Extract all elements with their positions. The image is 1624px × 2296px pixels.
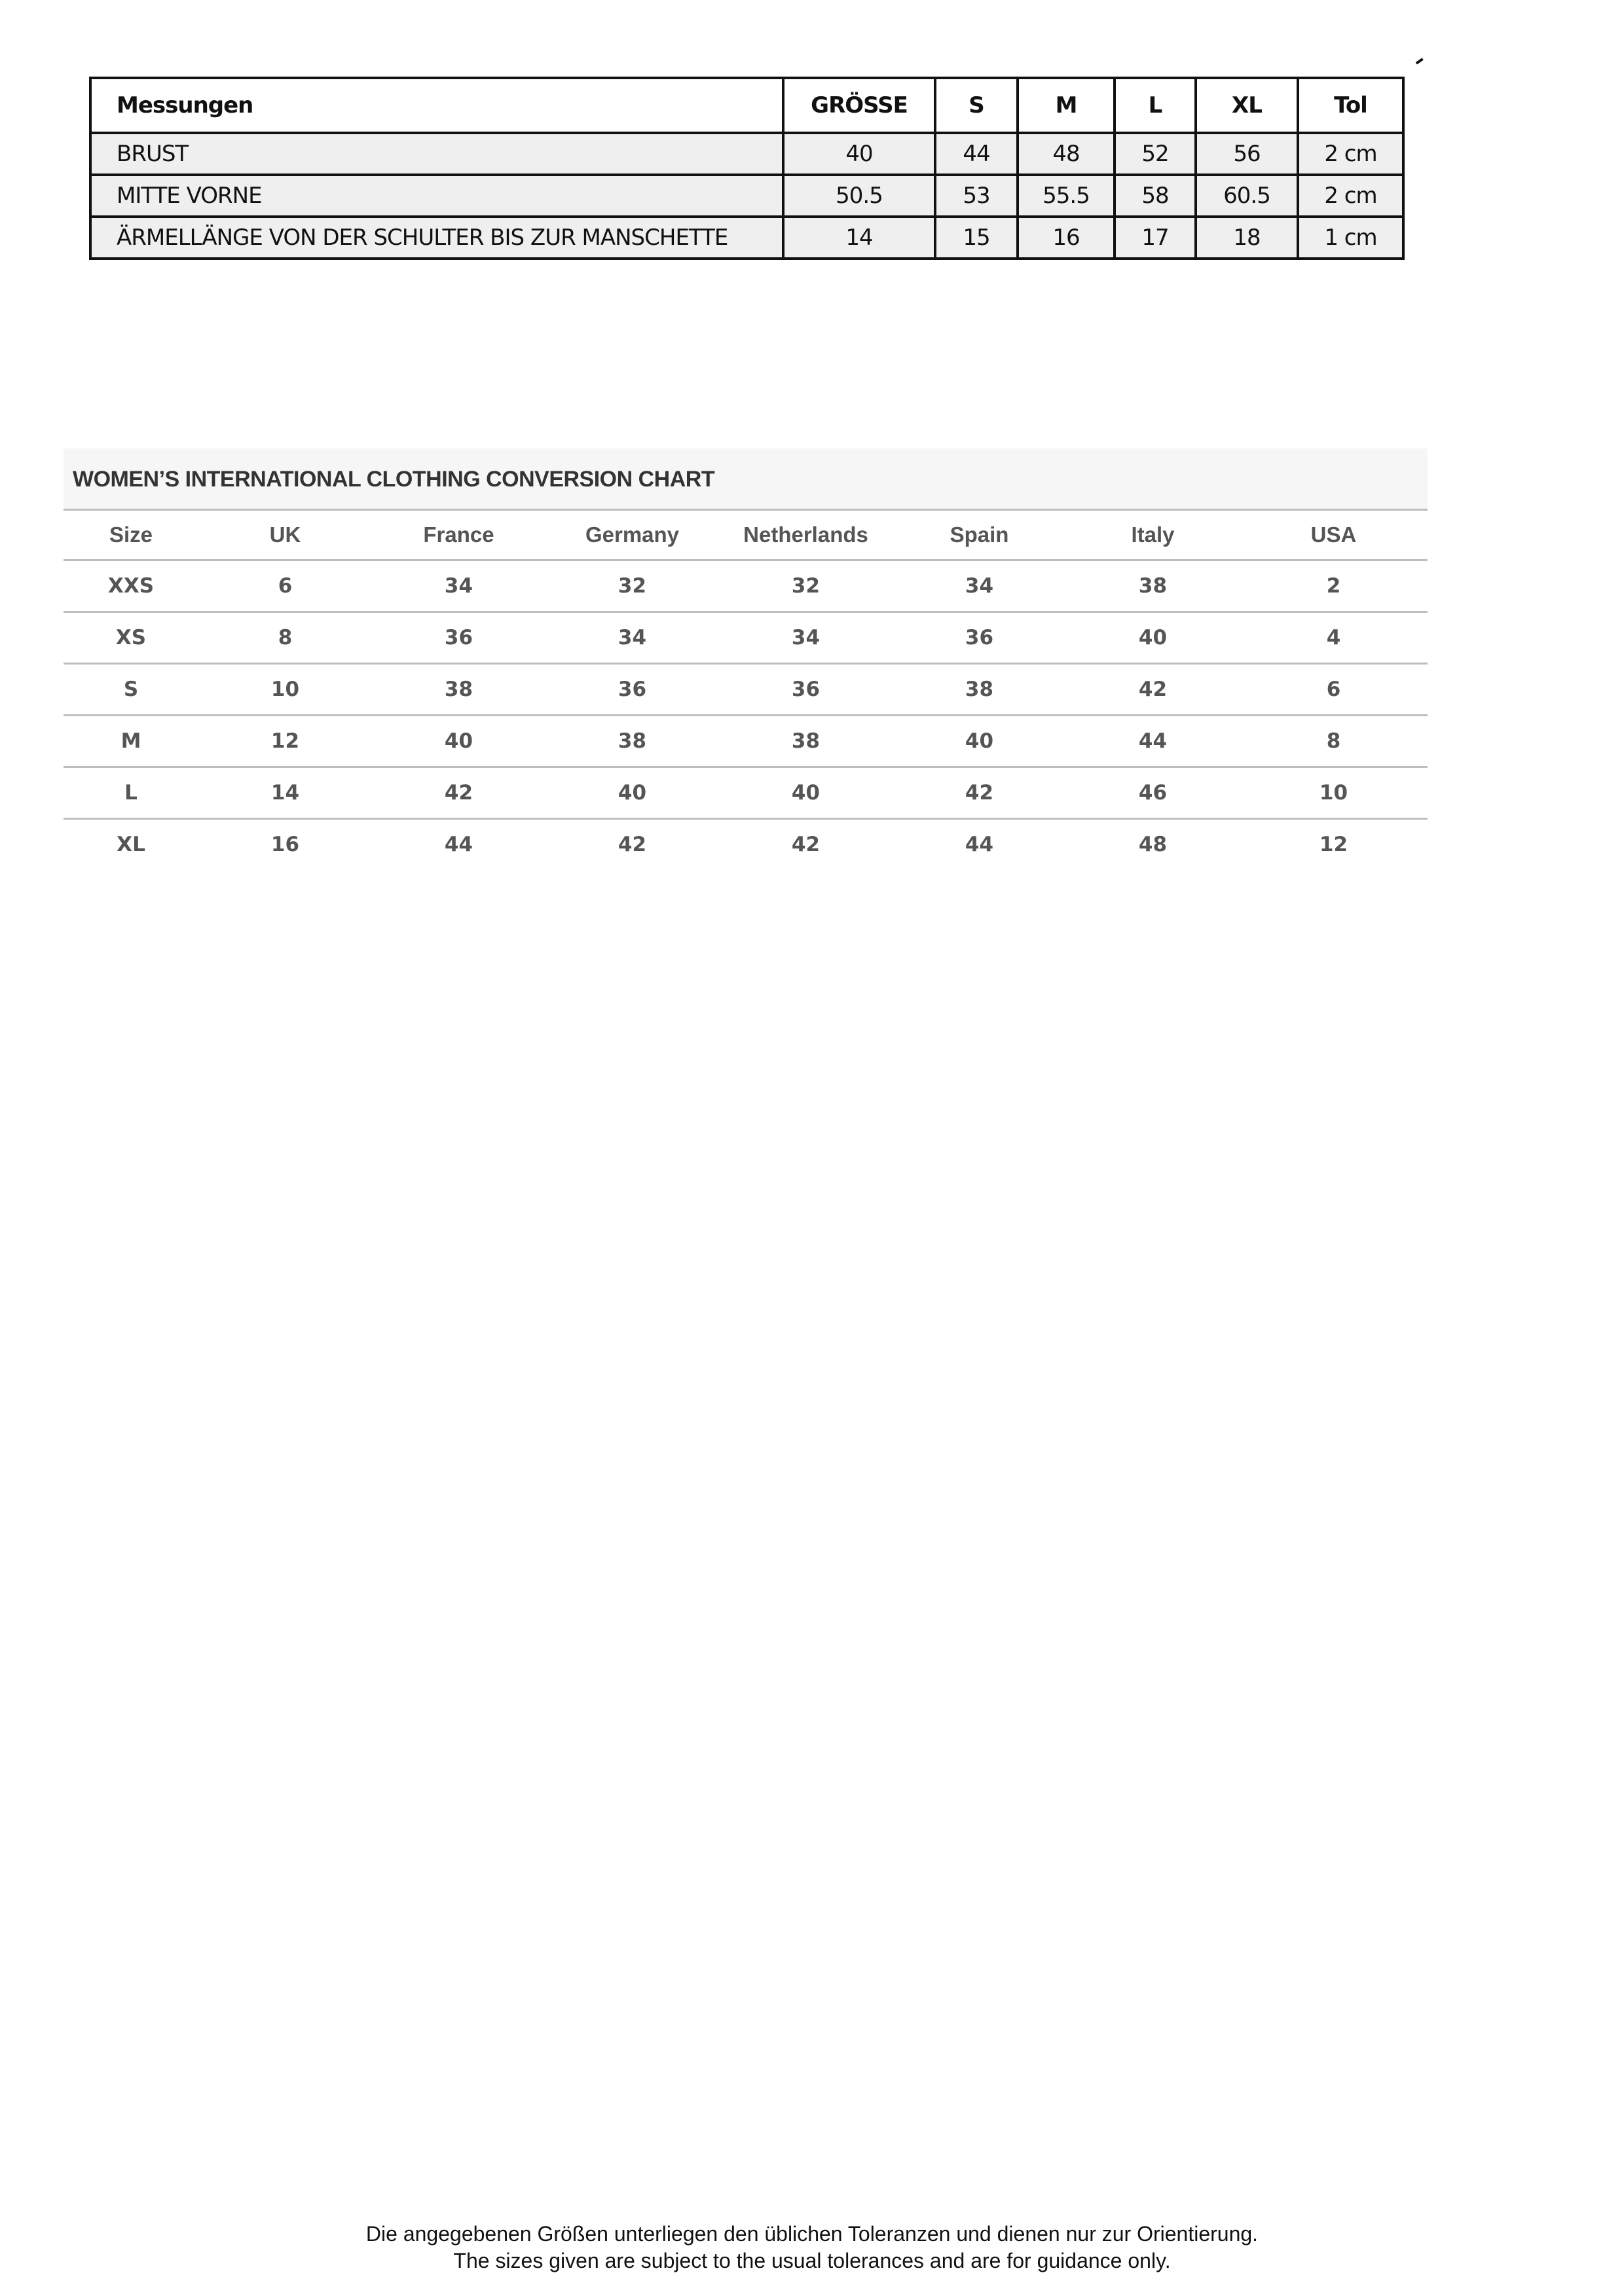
table-cell: 42 — [1066, 664, 1240, 716]
table-cell: 8 — [198, 612, 372, 664]
header-cell: Germany — [545, 510, 719, 560]
header-cell: France — [372, 510, 545, 560]
size-label: M — [64, 716, 198, 767]
table-cell: 16 — [270, 833, 300, 856]
table-cell: 36 — [893, 612, 1066, 664]
header-cell: XL — [1196, 78, 1298, 133]
table-cell: 14 — [783, 217, 935, 259]
conversion-header-row — [64, 510, 1428, 560]
table-cell: 4 — [1240, 612, 1428, 664]
table-cell: 18 — [1196, 217, 1298, 259]
table-cell: 17 — [1115, 217, 1196, 259]
table-cell: 10 — [1240, 767, 1428, 819]
header-cell: Italy — [1066, 510, 1240, 560]
table-cell: 10 — [198, 664, 372, 716]
size-label: XXS — [64, 560, 198, 612]
table-cell: 38 — [1066, 560, 1240, 612]
conversion-chart-title: WOMEN’S INTERNATIONAL CLOTHING CONVERSION CHART — [73, 467, 715, 492]
table-cell: 8 — [1240, 716, 1428, 767]
table-cell: 44 — [965, 833, 994, 856]
header-cell: Netherlands — [719, 510, 893, 560]
table-cell: 1 cm — [1298, 217, 1403, 259]
table-row — [90, 217, 1403, 259]
table-row — [64, 560, 1428, 612]
size-label: XL — [117, 833, 145, 856]
table-cell: 12 — [198, 716, 372, 767]
conversion-chart-title-bar — [64, 448, 1428, 509]
table-cell: 6 — [1240, 664, 1428, 716]
table-cell: 52 — [1115, 133, 1196, 175]
table-cell: 38 — [545, 716, 719, 767]
table-cell: 36 — [372, 612, 545, 664]
disclaimer-english: The sizes given are subject to the usual tolerances and are for guidance only. — [453, 2249, 1171, 2272]
size-label: L — [64, 767, 198, 819]
table-cell: 42 — [791, 833, 821, 856]
conversion-table — [64, 509, 1428, 869]
measurement-header-row — [90, 78, 1403, 133]
header-cell: L — [1115, 78, 1196, 133]
table-cell: 36 — [719, 664, 893, 716]
table-cell: 6 — [198, 560, 372, 612]
table-row — [64, 612, 1428, 664]
header-cell: GRÖSSE — [783, 78, 935, 133]
table-cell: 14 — [198, 767, 372, 819]
table-cell: 38 — [719, 716, 893, 767]
header-cell: M — [1018, 78, 1115, 133]
table-cell: 34 — [719, 612, 893, 664]
header-cell: S — [935, 78, 1018, 133]
table-cell: 40 — [1066, 612, 1240, 664]
size-label: XS — [64, 612, 198, 664]
table-row — [64, 716, 1428, 767]
table-cell: 44 — [1066, 716, 1240, 767]
table-cell: 44 — [935, 133, 1018, 175]
stray-mark — [1413, 54, 1424, 64]
table-cell: 36 — [545, 664, 719, 716]
table-cell: 40 — [545, 767, 719, 819]
table-cell: 40 — [783, 133, 935, 175]
table-row — [64, 664, 1428, 716]
table-cell: 32 — [545, 560, 719, 612]
table-cell: 56 — [1196, 133, 1298, 175]
table-cell: 58 — [1115, 175, 1196, 217]
table-cell: 44 — [444, 833, 473, 856]
table-cell: 42 — [372, 767, 545, 819]
row-label: MITTE VORNE — [90, 175, 783, 217]
header-cell: Size — [64, 510, 198, 560]
row-label: BRUST — [90, 133, 783, 175]
table-row — [90, 175, 1403, 217]
table-cell: 32 — [719, 560, 893, 612]
table-cell: 46 — [1066, 767, 1240, 819]
table-cell: 2 cm — [1298, 175, 1403, 217]
header-cell: Tol — [1298, 78, 1403, 133]
table-cell: 2 cm — [1298, 133, 1403, 175]
header-cell: Spain — [893, 510, 1066, 560]
conversion-chart-container — [64, 448, 1428, 869]
table-cell: 55.5 — [1018, 175, 1115, 217]
table-row — [90, 133, 1403, 175]
table-cell: 38 — [893, 664, 1066, 716]
header-cell: USA — [1240, 510, 1428, 560]
table-cell: 38 — [372, 664, 545, 716]
table-cell: 16 — [1018, 217, 1115, 259]
row-label: ÄRMELLÄNGE VON DER SCHULTER BIS ZUR MANSCHETTE — [90, 217, 783, 259]
table-cell: 53 — [935, 175, 1018, 217]
header-cell: Messungen — [90, 78, 783, 133]
table-row — [64, 819, 1428, 870]
table-cell: 50.5 — [783, 175, 935, 217]
table-row — [64, 767, 1428, 819]
footer-disclaimer — [0, 2221, 1624, 2274]
measurement-table-container — [89, 77, 1402, 260]
table-cell: 48 — [1018, 133, 1115, 175]
disclaimer-german: Die angegebenen Größen unterliegen den üblichen Toleranzen und dienen nur zur Orientierung. — [365, 2222, 1259, 2246]
table-cell: 48 — [1138, 833, 1168, 856]
table-cell: 42 — [893, 767, 1066, 819]
table-cell: 34 — [893, 560, 1066, 612]
table-cell: 12 — [1319, 833, 1348, 856]
table-cell: 42 — [618, 833, 647, 856]
table-cell: 40 — [893, 716, 1066, 767]
table-cell: 15 — [935, 217, 1018, 259]
size-label: S — [64, 664, 198, 716]
measurement-table — [89, 77, 1405, 260]
table-cell: 34 — [545, 612, 719, 664]
table-cell: 40 — [372, 716, 545, 767]
table-cell: 2 — [1240, 560, 1428, 612]
table-cell: 60.5 — [1196, 175, 1298, 217]
table-cell: 40 — [719, 767, 893, 819]
table-cell: 34 — [372, 560, 545, 612]
header-cell: UK — [198, 510, 372, 560]
